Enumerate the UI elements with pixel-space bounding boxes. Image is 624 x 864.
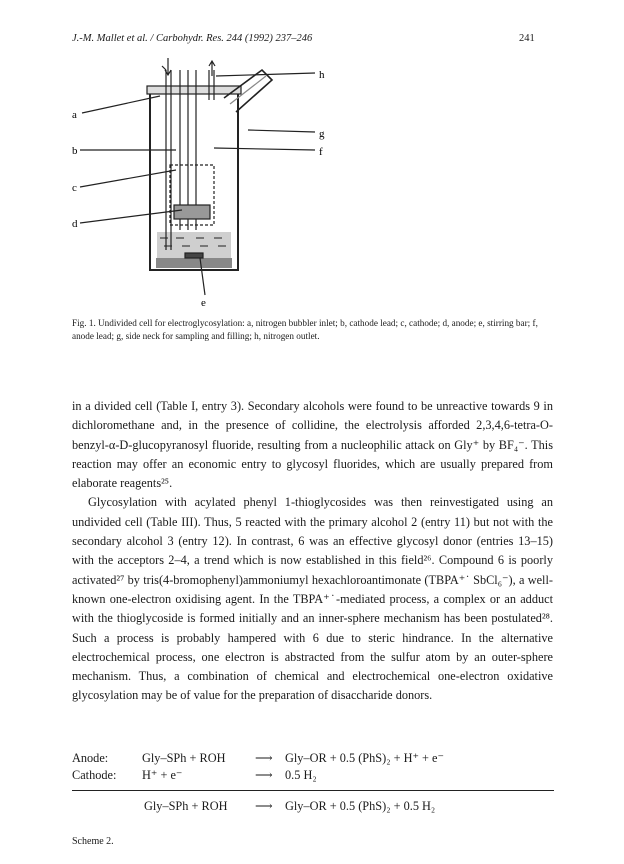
electrolysis-cell-diagram	[0, 0, 624, 320]
scheme-label: Scheme 2.	[72, 836, 114, 847]
anode-label: Anode:	[72, 751, 109, 765]
overall-arrow: ⟶	[255, 799, 273, 813]
cathode-products: 0.5 H₂	[285, 768, 317, 782]
cathode-label: Cathode:	[72, 768, 117, 782]
paragraph-1: in a divided cell (Table I, entry 3). Secondary alcohols were found to be unreactive towards 9 in dichloromethane and, in the presence of collidine, the electrolysis afforded 2,3,4,6-tetra-O-benzyl-α-D-glucopyranosyl fluoride, resulting from a nucleophilic attack on Gly⁺ by BF₄⁻. This reaction may offer an economic entry to glycosyl fluorides, which are usually prepared from elaborate reagents²⁵.	[72, 399, 553, 491]
label-d: d	[72, 218, 78, 230]
cell-drawing	[80, 58, 315, 295]
label-h: h	[319, 69, 325, 81]
label-f: f	[319, 146, 323, 158]
overall-products: Gly–OR + 0.5 (PhS)₂ + 0.5 H₂	[285, 799, 436, 813]
cathode-reactants: H⁺ + e⁻	[142, 768, 183, 782]
anode-reactants: Gly–SPh + ROH	[142, 751, 226, 765]
cathode-arrow: ⟶	[255, 768, 273, 782]
label-g: g	[319, 128, 325, 140]
anode-products: Gly–OR + 0.5 (PhS)₂ + H⁺ + e⁻	[285, 751, 444, 765]
label-a: a	[72, 109, 77, 121]
overall-reactants: Gly–SPh + ROH	[144, 799, 228, 813]
label-e: e	[201, 297, 206, 309]
page-number: 241	[519, 33, 535, 44]
label-c: c	[72, 182, 77, 194]
anode-arrow: ⟶	[255, 751, 273, 765]
body-text	[72, 397, 553, 706]
running-title: J.-M. Mallet et al. / Carbohydr. Res. 244 (1992) 237–246	[72, 33, 313, 44]
scheme-divider	[72, 790, 554, 791]
figure-caption: Fig. 1. Undivided cell for electroglycosylation: a, nitrogen bubbler inlet; b, cathode lead; c, cathode; d, anode; e, stirring bar; f, anode lead; g, side neck for sampling and filling; h, nitrogen outlet.	[72, 318, 538, 341]
paragraph-2: Glycosylation with acylated phenyl 1-thioglycosides was then reinvestigated using an undivided cell (Table III). Thus, 5 reacted with the primary alcohol 2 (entry 11) but not with the secondary alcohol 3 (entry 12). In contrast, 6 was an effective glycosyl donor (entries 13–15) with the acceptors 2–4, a trend which is now established in this field²⁶. Compound 6 is poorly activated²⁷ by tris(4-bromophenyl)ammoniumyl hexachloroantimonate (TBPA⁺˙ SbCl₆⁻), a well-known one-electron oxidising agent. In the TBPA⁺˙-mediated process, a complex or an adduct with the thioglycoside is formed initially and an inner-sphere mechanism has been postulated²⁸. Such a process is probably hampered with 6 due to steric hindrance. In the alternative electrochemical process, one electron is abstracted from the sulfur atom by an outer-sphere mechanism. Thus, a combination of chemical and electrochemical one-electron oxidative glycosylation may be of value for the preparation of disaccharide donors.	[72, 495, 553, 703]
label-b: b	[72, 145, 78, 157]
